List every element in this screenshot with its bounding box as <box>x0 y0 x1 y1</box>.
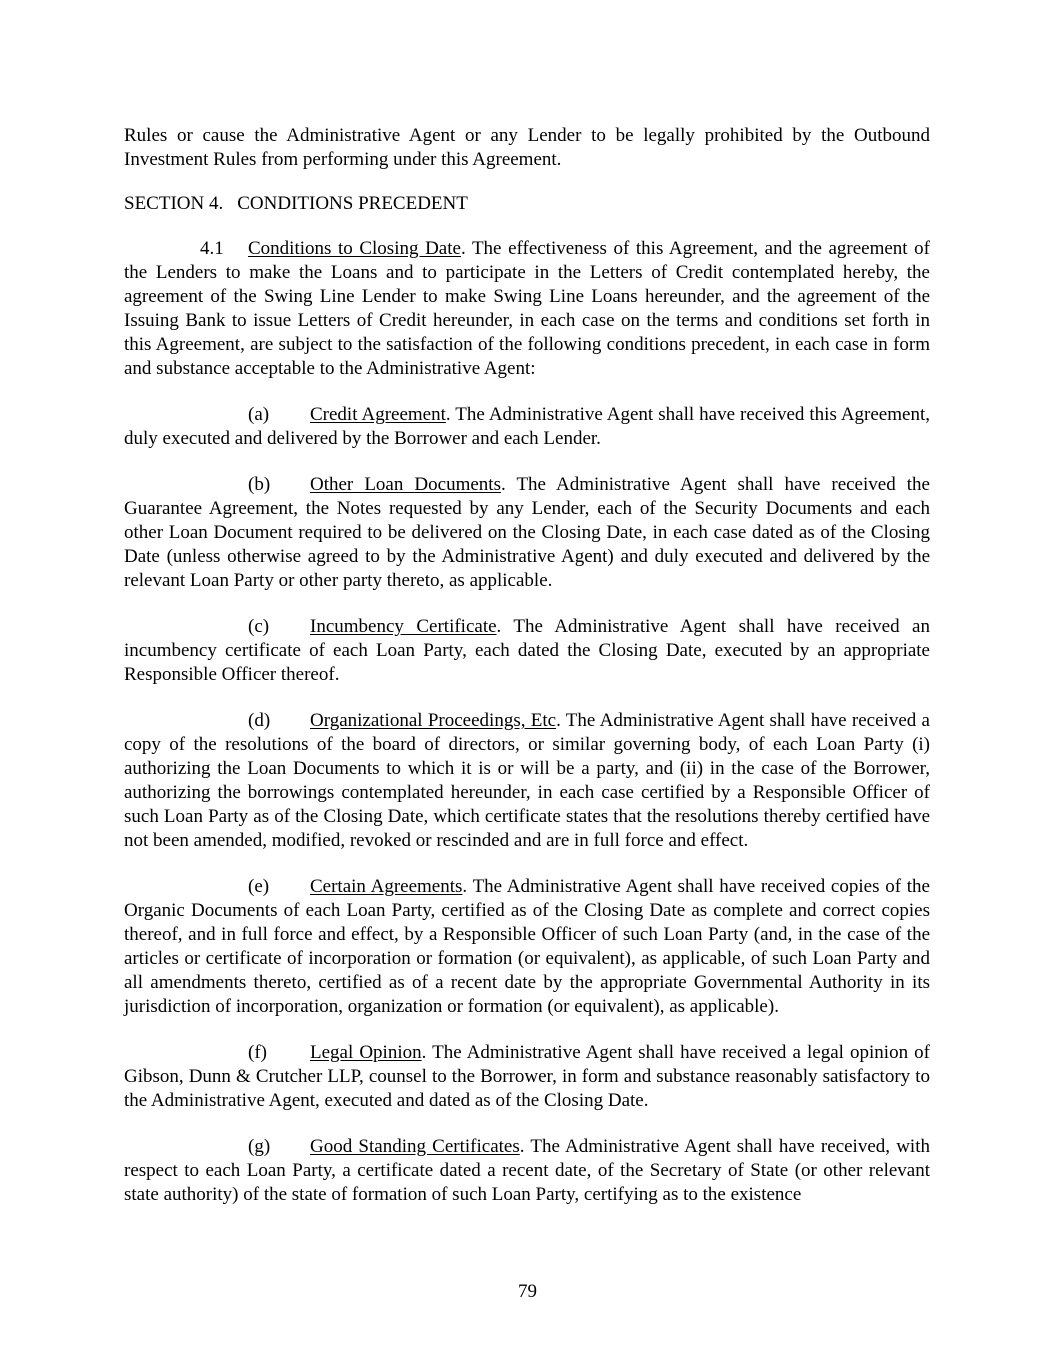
condition-item-c <box>124 615 930 687</box>
page-number: 79 <box>518 1281 537 1302</box>
item-title: Credit Agreement <box>310 404 446 425</box>
item-label: (g) <box>248 1136 271 1157</box>
condition-item-f <box>124 1041 930 1113</box>
item-body: . The Administrative Agent shall have received a legal opinion of Gibson, Dunn & Crutcher LLP, counsel to the Borrower, in form and substance reasonably satisfactory to the Administrative Agent, executed and dated as of the Closing Date. <box>124 1042 930 1111</box>
item-body: . The Administrative Agent shall have received the Guarantee Agreement, the Notes requested by any Lender, each of the Security Documents and each other Loan Document required to be delivered on the Closing Date, in each case dated as of the Closing Date (unless otherwise agreed to by the Administrative Agent) and duly executed and delivered by the relevant Loan Party or other party thereto, as applicable. <box>124 474 930 591</box>
item-title: Certain Agreements <box>310 876 463 897</box>
section-title: CONDITIONS PRECEDENT <box>237 193 468 214</box>
item-body: . The Administrative Agent shall have received this Agreement, duly executed and delivered by the Borrower and each Lender. <box>124 404 930 449</box>
subsection-4-1 <box>124 237 930 381</box>
item-label: (c) <box>248 616 270 637</box>
item-title: Organizational Proceedings, Etc <box>310 710 557 731</box>
condition-item-e <box>124 875 930 1019</box>
section-heading <box>124 192 930 216</box>
item-label: (b) <box>248 474 271 495</box>
item-body: . The Administrative Agent shall have received copies of the Organic Documents of each Loan Party, certified as of the Closing Date as complete and correct copies thereof, and in full force and effect, by a Responsible Officer of such Loan Party (and, in the case of the articles or certificate of incorporation or formation (or equivalent), as applicable, of such Loan Party and all amendments thereto, certified as of a recent date by the appropriate Governmental Authority in its jurisdiction of incorporation, organization or formation (or equivalent), as applicable). <box>124 876 930 1017</box>
condition-item-d <box>124 709 930 853</box>
document-page <box>124 124 930 1229</box>
item-label: (d) <box>248 710 271 731</box>
item-body: . The Administrative Agent shall have received, with respect to each Loan Party, a certificate dated a recent date, of the Secretary of State (or other relevant state authority) of the state of formation of such Loan Party, certifying as to the existence <box>124 1136 930 1205</box>
subsection-number: 4.1 <box>200 238 224 259</box>
item-title: Incumbency Certificate <box>310 616 497 637</box>
condition-item-a <box>124 403 930 451</box>
item-body: . The Administrative Agent shall have received an incumbency certificate of each Loan Party, each dated the Closing Date, executed by an appropriate Responsible Officer thereof. <box>124 616 930 685</box>
item-body: . The Administrative Agent shall have received a copy of the resolutions of the board of directors, or similar governing body, of each Loan Party (i) authorizing the Loan Documents to which it is or will be a party, and (ii) in the case of the Borrower, authorizing the borrowings contemplated hereunder, in each case certified by a Responsible Officer of such Loan Party as of the Closing Date, which certificate states that the resolutions thereby certified have not been amended, modified, revoked or rescinded and are in full force and effect. <box>124 710 930 851</box>
subsection-title: Conditions to Closing Date <box>248 238 461 259</box>
item-label: (f) <box>248 1042 267 1063</box>
item-title: Good Standing Certificates <box>310 1136 520 1157</box>
condition-item-b <box>124 473 930 593</box>
item-label: (a) <box>248 404 270 425</box>
continuation-paragraph: Rules or cause the Administrative Agent or any Lender to be legally prohibited by the Outbound Investment Rules from performing under this Agreement. <box>124 125 930 170</box>
condition-item-g <box>124 1135 930 1207</box>
subsection-body: . The effectiveness of this Agreement, and the agreement of the Lenders to make the Loans and to participate in the Letters of Credit contemplated hereby, the agreement of the Swing Line Lender to make Swing Line Loans hereunder, and the agreement of the Issuing Bank to issue Letters of Credit hereunder, in each case on the terms and conditions set forth in this Agreement, are subject to the satisfaction of the following conditions precedent, in each case in form and substance acceptable to the Administrative Agent: <box>124 238 930 379</box>
section-number: SECTION 4. <box>124 193 224 214</box>
item-label: (e) <box>248 876 270 897</box>
item-title: Other Loan Documents <box>310 474 501 495</box>
item-title: Legal Opinion <box>310 1042 422 1063</box>
